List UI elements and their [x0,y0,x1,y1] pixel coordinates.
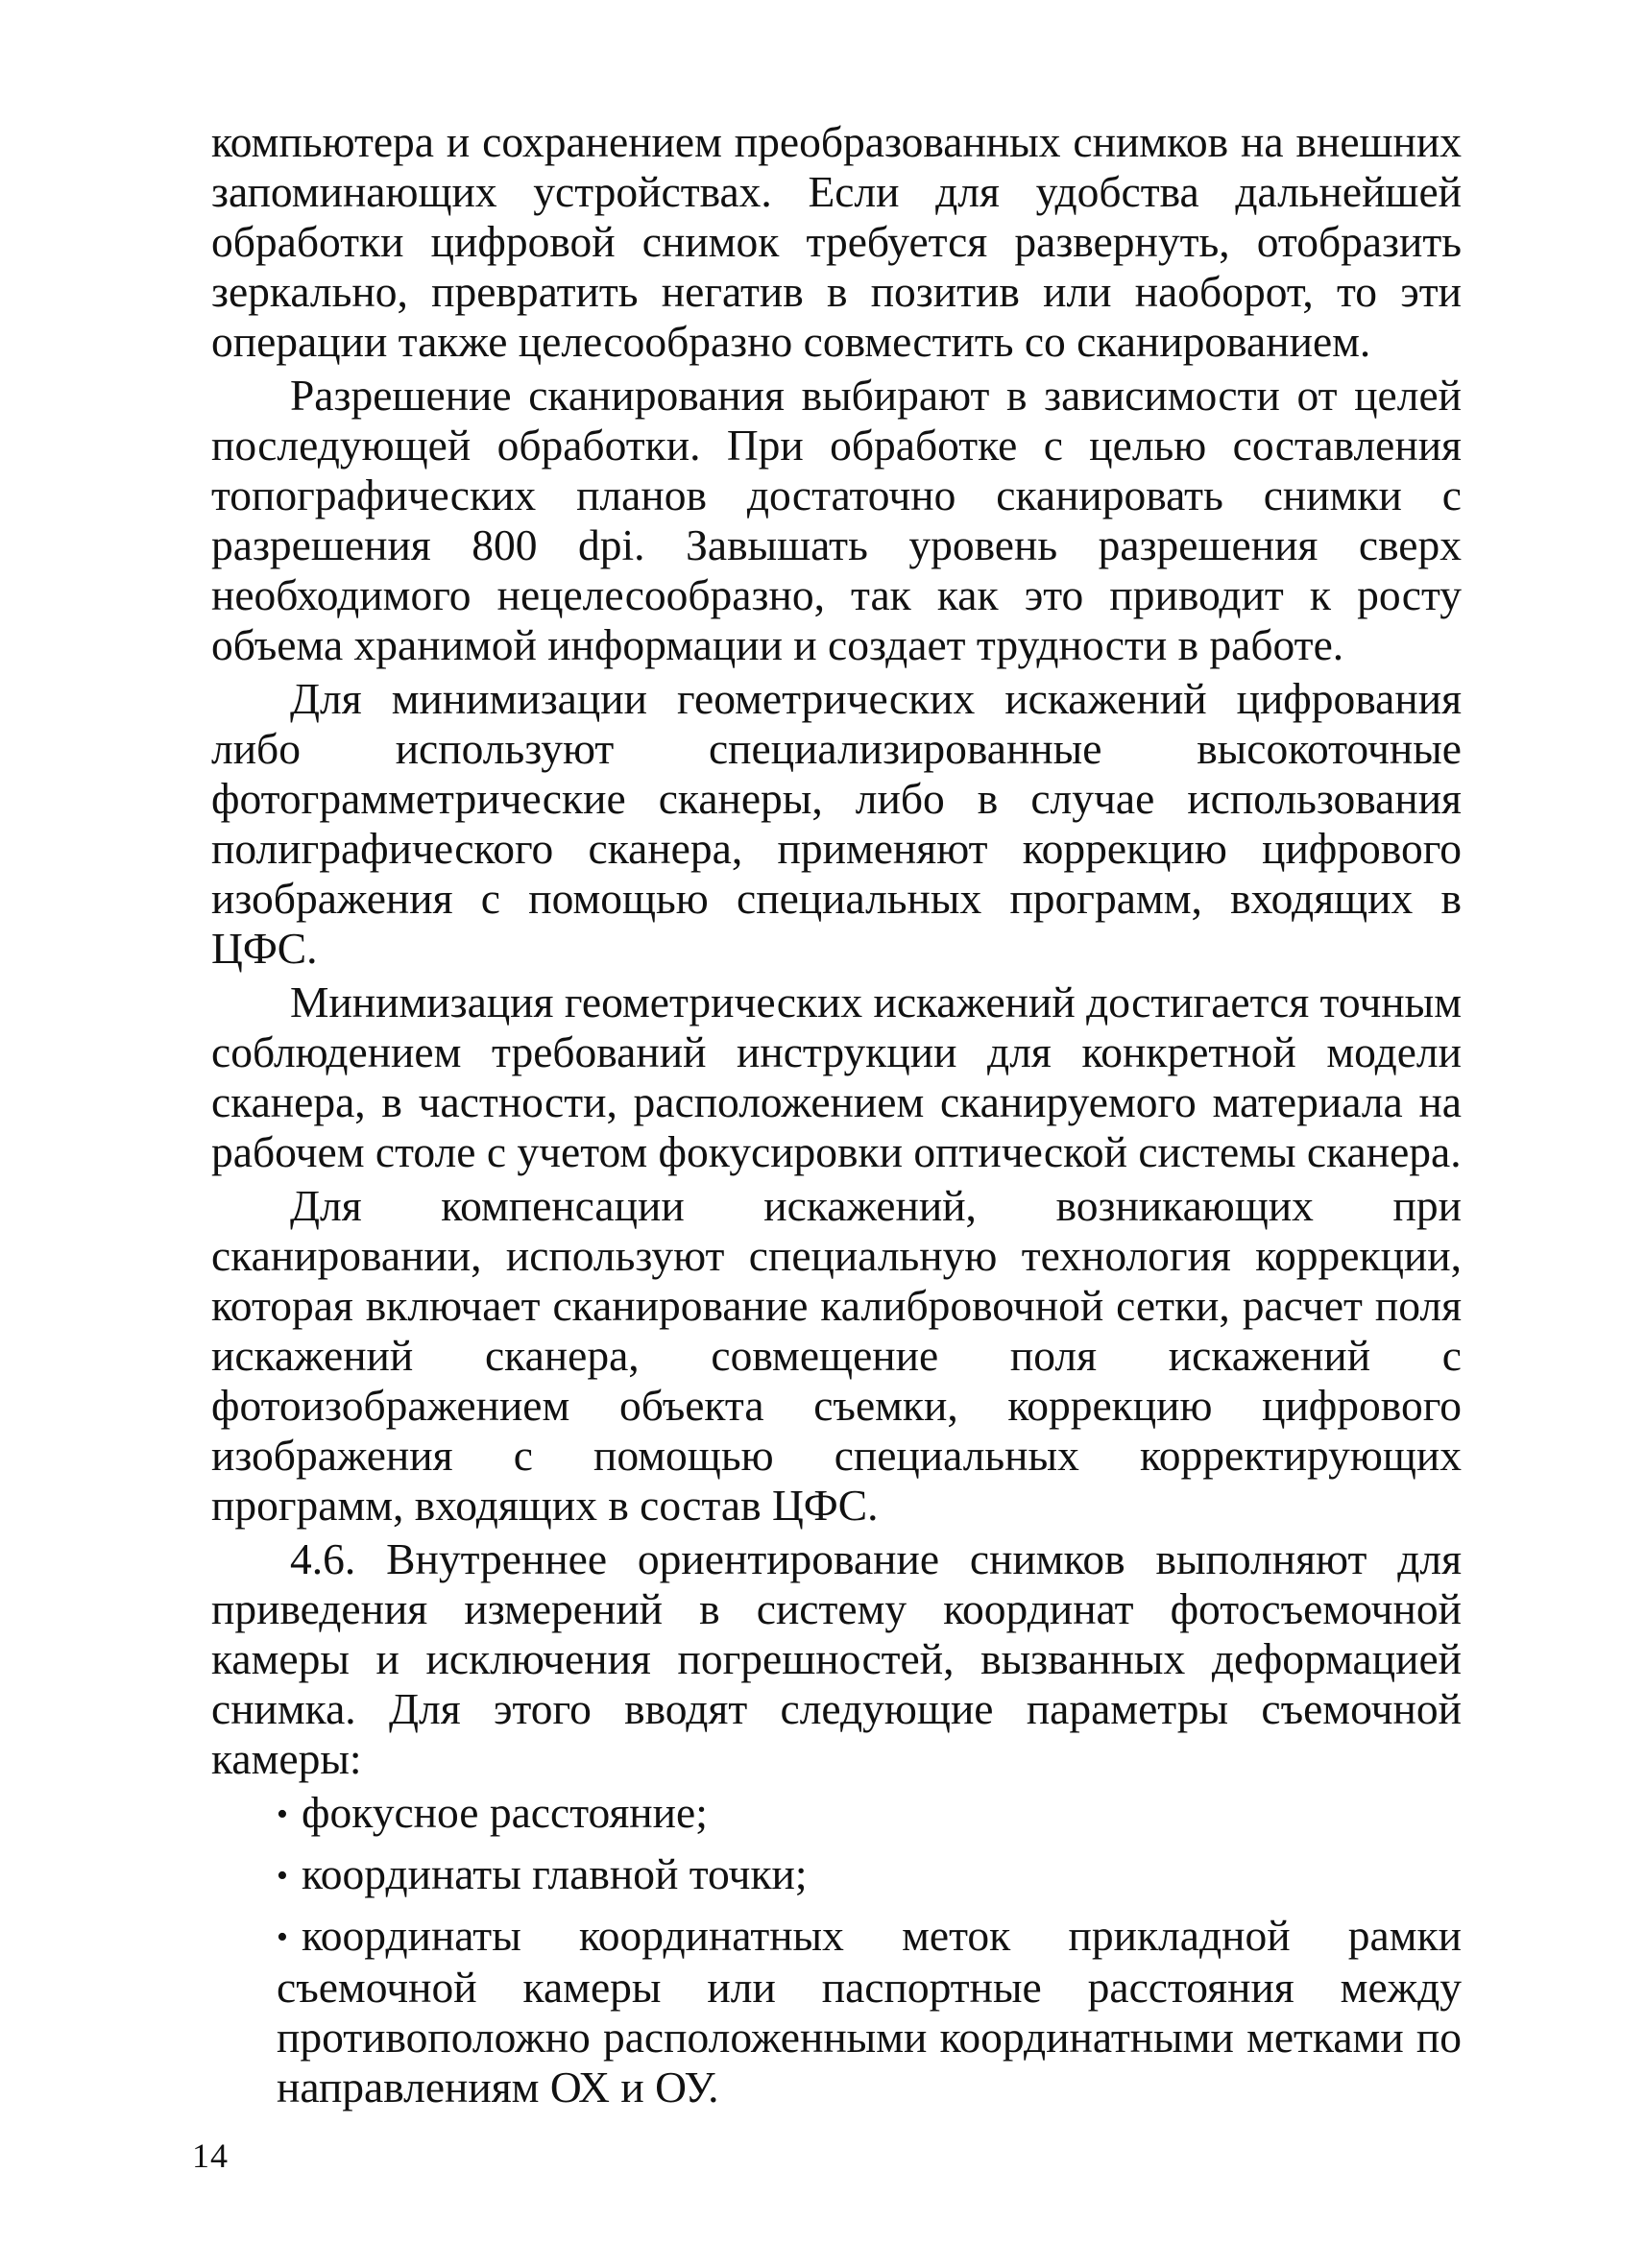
paragraph-distortion-minimization: Для минимизации геометрических искажений цифрования либо используют специализированные высокоточные фотограмметрические сканеры, либо в случае использования полиграфического сканера, применяют коррекцию цифрового изображения с помощью специальных программ, входящих в ЦФС. [211,674,1462,973]
body-text [211,117,1462,2112]
bullet-icon: • [277,1797,288,1832]
list-item [277,1788,1462,1840]
list-item-text: фокусное расстояние; [302,1788,708,1837]
paragraph-interior-orientation: 4.6. Внутреннее ориентирование снимков выполняют для приведения измерений в систему координат фотосъемочной камеры и исключения погрешностей, вызванных деформацией снимка. Для этого вводят следующие параметры съемочной камеры: [211,1534,1462,1783]
page-number: 14 [192,2136,229,2175]
paragraph-scan-resolution: Разрешение сканирования выбирают в зависимости от целей последующей обработки. При обработке с целью составления топографических планов достаточно сканировать снимки с разрешения 800 dpi. Завышать уровень разрешения сверх необходимого нецелесообразно, так как это приводит к росту объема хранимой информации и создает трудности в работе. [211,371,1462,669]
bullet-icon: • [277,1919,288,1955]
bullet-icon: • [277,1858,288,1894]
paragraph-continuation: компьютера и сохранением преобразованных снимков на внешних запоминающих устройствах. Если для удобства дальнейшей обработки цифровой снимок требуется развернуть, отобразить зеркально, превратить негатив в позитив или наоборот, то эти операции также целесообразно совместить со сканированием. [211,117,1462,366]
list-item-text: координаты главной точки; [302,1849,808,1898]
paragraph-scanner-instructions: Минимизация геометрических искажений достигается точным соблюдением требований инструкции для конкретной модели сканера, в частности, расположением сканируемого материала на рабочем столе с учетом фокусировки оптической системы сканера. [211,977,1462,1176]
list-item-text: координаты координатных меток прикладной рамки съемочной камеры или паспортные расстояния между противоположно расположенными координатными метками по направлениям ОХ и ОУ. [277,1911,1462,2111]
list-item [277,1911,1462,2112]
camera-parameters-list [277,1788,1462,2112]
list-item [277,1849,1462,1901]
paragraph-distortion-compensation: Для компенсации искажений, возникающих при сканировании, используют специальную технология коррекции, которая включает сканирование калибровочной сетки, расчет поля искажений сканера, совмещение поля искажений с фотоизображением объекта съемки, коррекцию цифрового изображения с помощью специальных корректирующих программ, входящих в состав ЦФС. [211,1181,1462,1530]
